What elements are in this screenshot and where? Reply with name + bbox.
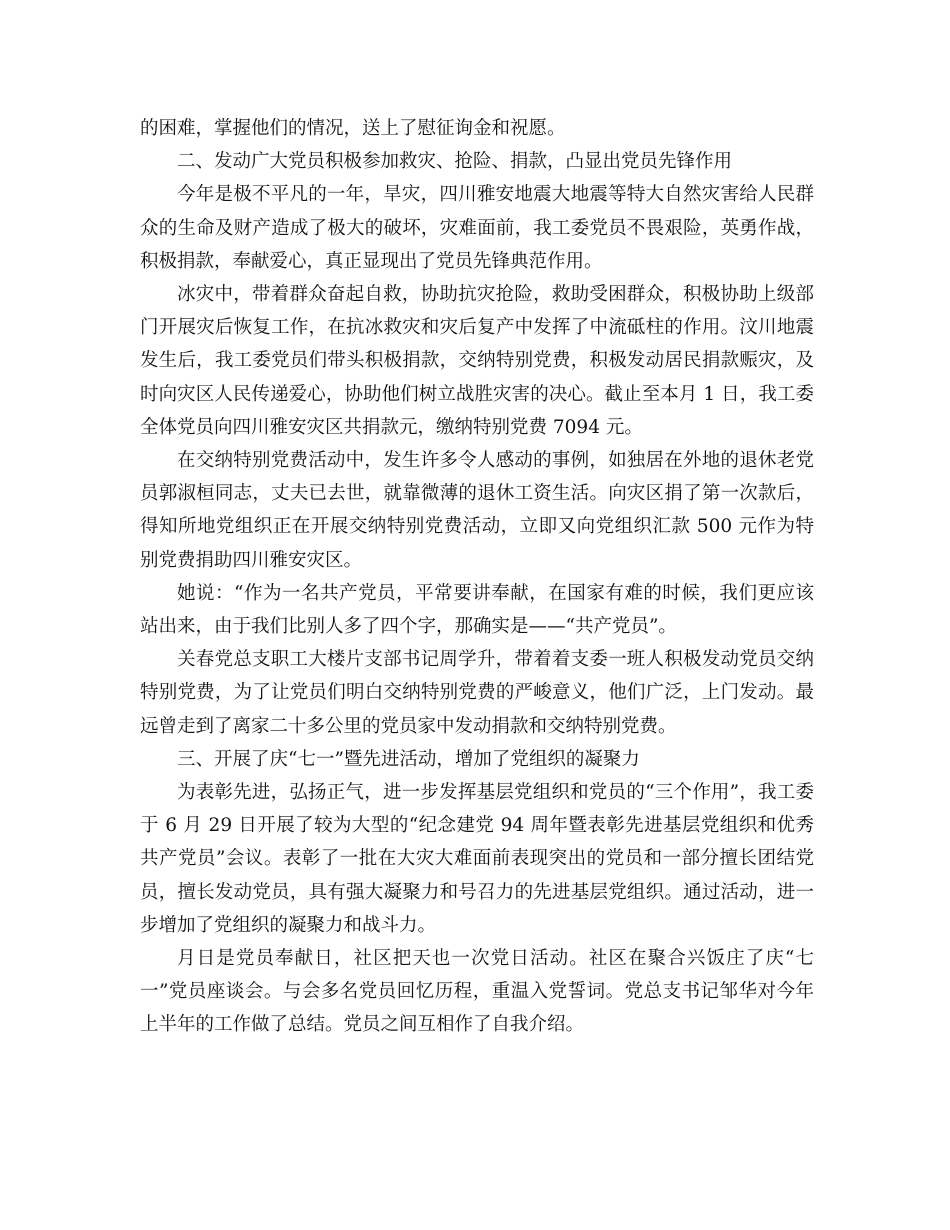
paragraph: 冰灾中，带着群众奋起自救，协助抗灾抢险，救助受困群众，积极协助上级部门开展灾后恢复工作，在抗冰救灾和灾后复产中发挥了中流砥柱的作用。汶川地震发生后，我工委党员们带头积极捐款，交纳特别党费，积极发动居民捐款赈灾，及时向灾区人民传递爱心，协助他们树立战胜灾害的决心。截止至本月 1 日，我工委全体党员向四川雅安灾区共捐款元，缴纳特别党费 7094 元。 xyxy=(140,284,814,438)
paragraph-continuation: 的困难，掌握他们的情况，送上了慰征询金和祝愿。 xyxy=(140,118,566,139)
document-body xyxy=(140,112,814,1042)
paragraph: 为表彰先进，弘扬正气，进一步发挥基层党组织和党员的“三个作用”，我工委于 6 月 29 日开展了较为大型的“纪念建党 94 周年暨表彰先进基层党组织和优秀共产党员”会议。表彰了一批在大灾大难面前表现突出的党员和一部分擅长团结党员，擅长发动党员，具有强大凝聚力和号召力的先进基层党组织。通过活动，进一步增加了党组织的凝聚力和战斗力。 xyxy=(140,782,814,936)
paragraph: 她说：“作为一名共产党员，平常要讲奉献，在国家有难的时候，我们更应该站出来，由于我们比别人多了四个字，那确实是——“共产党员”。 xyxy=(140,582,814,638)
paragraph: 月日是党员奉献日，社区把天也一次党日活动。社区在聚合兴饭庄了庆“七一”党员座谈会。与会多名党员回忆历程，重温入党誓词。党总支书记邹华对今年上半年的工作做了总结。党员之间互相作了自我介绍。 xyxy=(140,948,814,1036)
section-heading-2: 二、发动广大党员积极参加救灾、抢险、捐款，凸显出党员先锋作用 xyxy=(177,151,733,173)
paragraph: 关春党总支职工大楼片支部书记周学升，带着着支委一班人积极发动党员交纳特别党费，为了让党员们明白交纳特别党费的严峻意义，他们广泛，上门发动。最远曾走到了离家二十多公里的党员家中发动捐款和交纳特别党费。 xyxy=(140,649,814,737)
section-heading-3: 三、开展了庆“七一”暨先进活动，增加了党组织的凝聚力 xyxy=(177,748,640,770)
paragraph: 在交纳特别党费活动中，发生许多令人感动的事例，如独居在外地的退休老党员郭淑桓同志，丈夫已去世，就靠微薄的退休工资生活。向灾区捐了第一次款后，得知所地党组织正在开展交纳特别党费活动，立即又向党组织汇款 500 元作为特别党费捐助四川雅安灾区。 xyxy=(140,450,814,571)
paragraph: 今年是极不平凡的一年，旱灾，四川雅安地震大地震等特大自然灾害给人民群众的生命及财产造成了极大的破坏，灾难面前，我工委党员不畏艰险，英勇作战，积极捐款，奉献爱心，真正显现出了党员先锋典范作用。 xyxy=(140,184,814,272)
